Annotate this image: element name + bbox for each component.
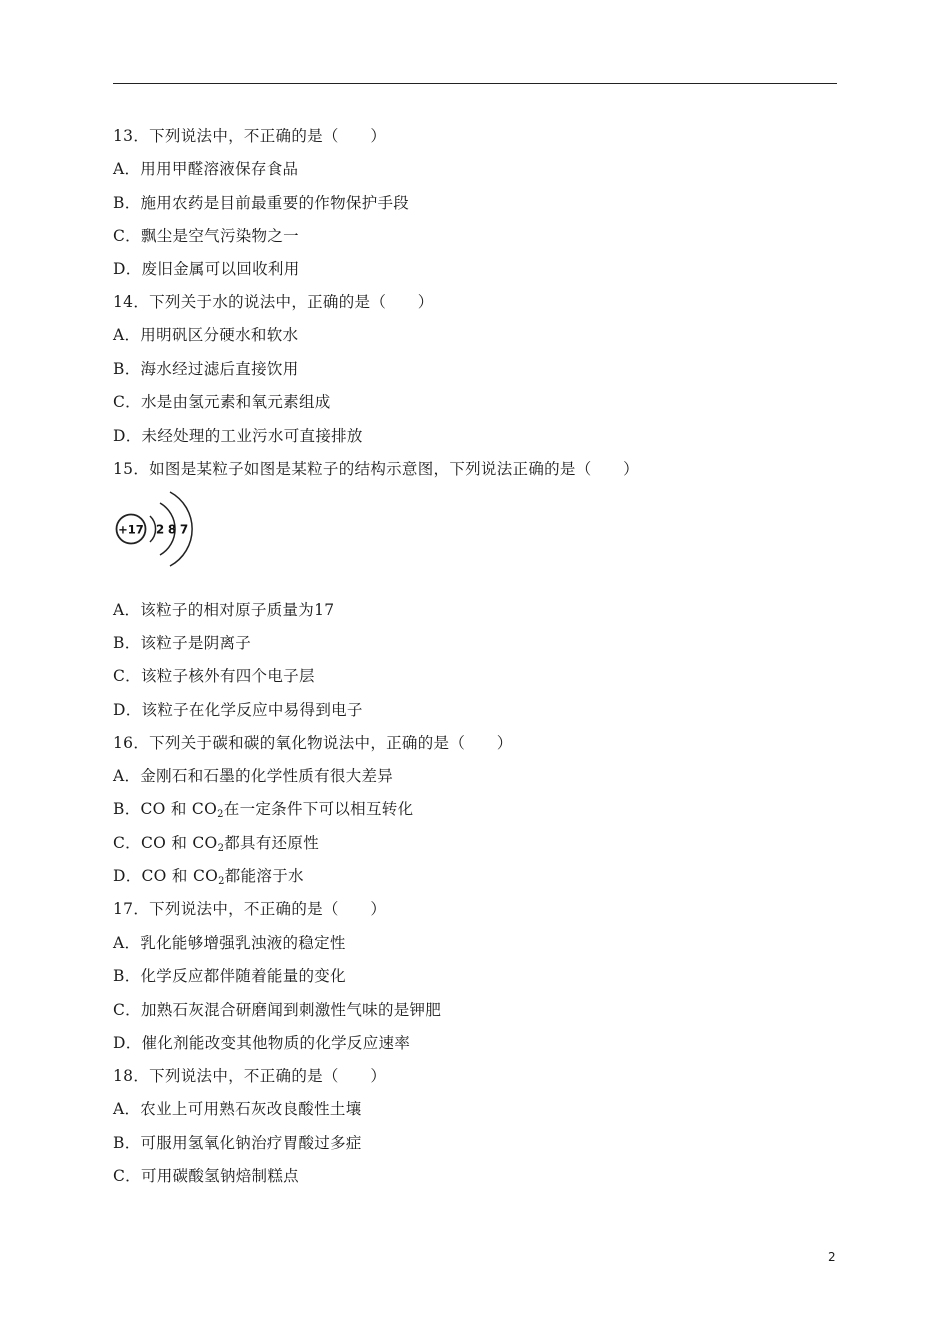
question-16-stem: 16．下列关于碳和碳的氧化物说法中，正确的是（ ） <box>113 734 513 752</box>
atomic-structure-diagram <box>112 488 194 570</box>
page-number: 2 <box>828 1250 836 1264</box>
question-16-option-b <box>113 799 413 825</box>
question-15-option-b: B．该粒子是阴离子 <box>113 634 252 652</box>
question-16-option-c <box>113 833 319 859</box>
question-15-stem: 15．如图是某粒子如图是某粒子的结构示意图，下列说法正确的是（ ） <box>113 460 639 478</box>
question-16-option-b-subscript: 2 <box>217 809 224 820</box>
question-16-option-a-text: A．金刚石和石墨的化学性质有很大差异 <box>113 767 394 785</box>
question-13-option-a: A．用用甲醛溶液保存食品 <box>113 160 299 178</box>
shell-2-electrons: 8 <box>167 522 177 537</box>
question-17-option-c: C．加熟石灰混合研磨闻到刺激性气味的是钾肥 <box>113 1001 442 1019</box>
question-16-option-d-post: 都能溶于水 <box>224 867 304 885</box>
question-16-option-c-subscript: 2 <box>217 843 225 854</box>
question-13-stem: 13．下列说法中，不正确的是（ ） <box>113 127 387 145</box>
header-rule <box>113 83 837 84</box>
question-15-option-c: C．该粒子核外有四个电子层 <box>113 667 315 685</box>
question-13-option-d: D．废旧金属可以回收利用 <box>113 260 300 278</box>
question-16-option-a <box>113 766 393 786</box>
electron-shell-1 <box>150 516 156 542</box>
question-14-option-a: A．用明矾区分硬水和软水 <box>113 326 299 344</box>
question-13-option-b: B．施用农药是目前最重要的作物保护手段 <box>113 194 410 212</box>
question-13-option-c: C．飘尘是空气污染物之一 <box>113 227 299 245</box>
shell-1-electrons: 2 <box>155 522 165 537</box>
question-16-option-b-post: 在一定条件下可以相互转化 <box>223 800 414 818</box>
question-14-option-c: C．水是由氢元素和氧元素组成 <box>113 393 331 411</box>
shell-3-electrons: 7 <box>179 522 189 537</box>
question-14-option-b: B．海水经过滤后直接饮用 <box>113 360 299 378</box>
question-16-option-c-post: 都具有还原性 <box>224 834 320 852</box>
question-16-option-d-subscript: 2 <box>218 876 225 887</box>
question-16-option-b-pre: B．CO 和 CO <box>113 800 218 818</box>
question-17-option-b: B．化学反应都伴随着能量的变化 <box>113 967 346 985</box>
question-15-option-a: A．该粒子的相对原子质量为17 <box>113 601 335 619</box>
question-16-option-c-pre: C．CO 和 CO <box>113 834 218 852</box>
question-18-option-a: A．农业上可用熟石灰改良酸性土壤 <box>113 1100 362 1118</box>
question-18-option-c: C．可用碳酸氢钠焙制糕点 <box>113 1167 299 1185</box>
question-16-option-d-pre: D．CO 和 CO <box>113 867 219 885</box>
question-16-option-d <box>113 866 304 892</box>
nucleus-charge: +17 <box>118 522 144 537</box>
question-14-option-d: D．未经处理的工业污水可直接排放 <box>113 427 363 445</box>
question-18-stem: 18．下列说法中，不正确的是（ ） <box>113 1067 387 1085</box>
question-14-stem: 14．下列关于水的说法中，正确的是（ ） <box>113 293 434 311</box>
question-17-option-a: A．乳化能够增强乳浊液的稳定性 <box>113 934 346 952</box>
question-18-option-b: B．可服用氢氧化钠治疗胃酸过多症 <box>113 1134 362 1152</box>
question-17-stem: 17．下列说法中，不正确的是（ ） <box>113 900 387 918</box>
question-17-option-d: D．催化剂能改变其他物质的化学反应速率 <box>113 1034 411 1052</box>
question-15-option-d: D．该粒子在化学反应中易得到电子 <box>113 701 363 719</box>
